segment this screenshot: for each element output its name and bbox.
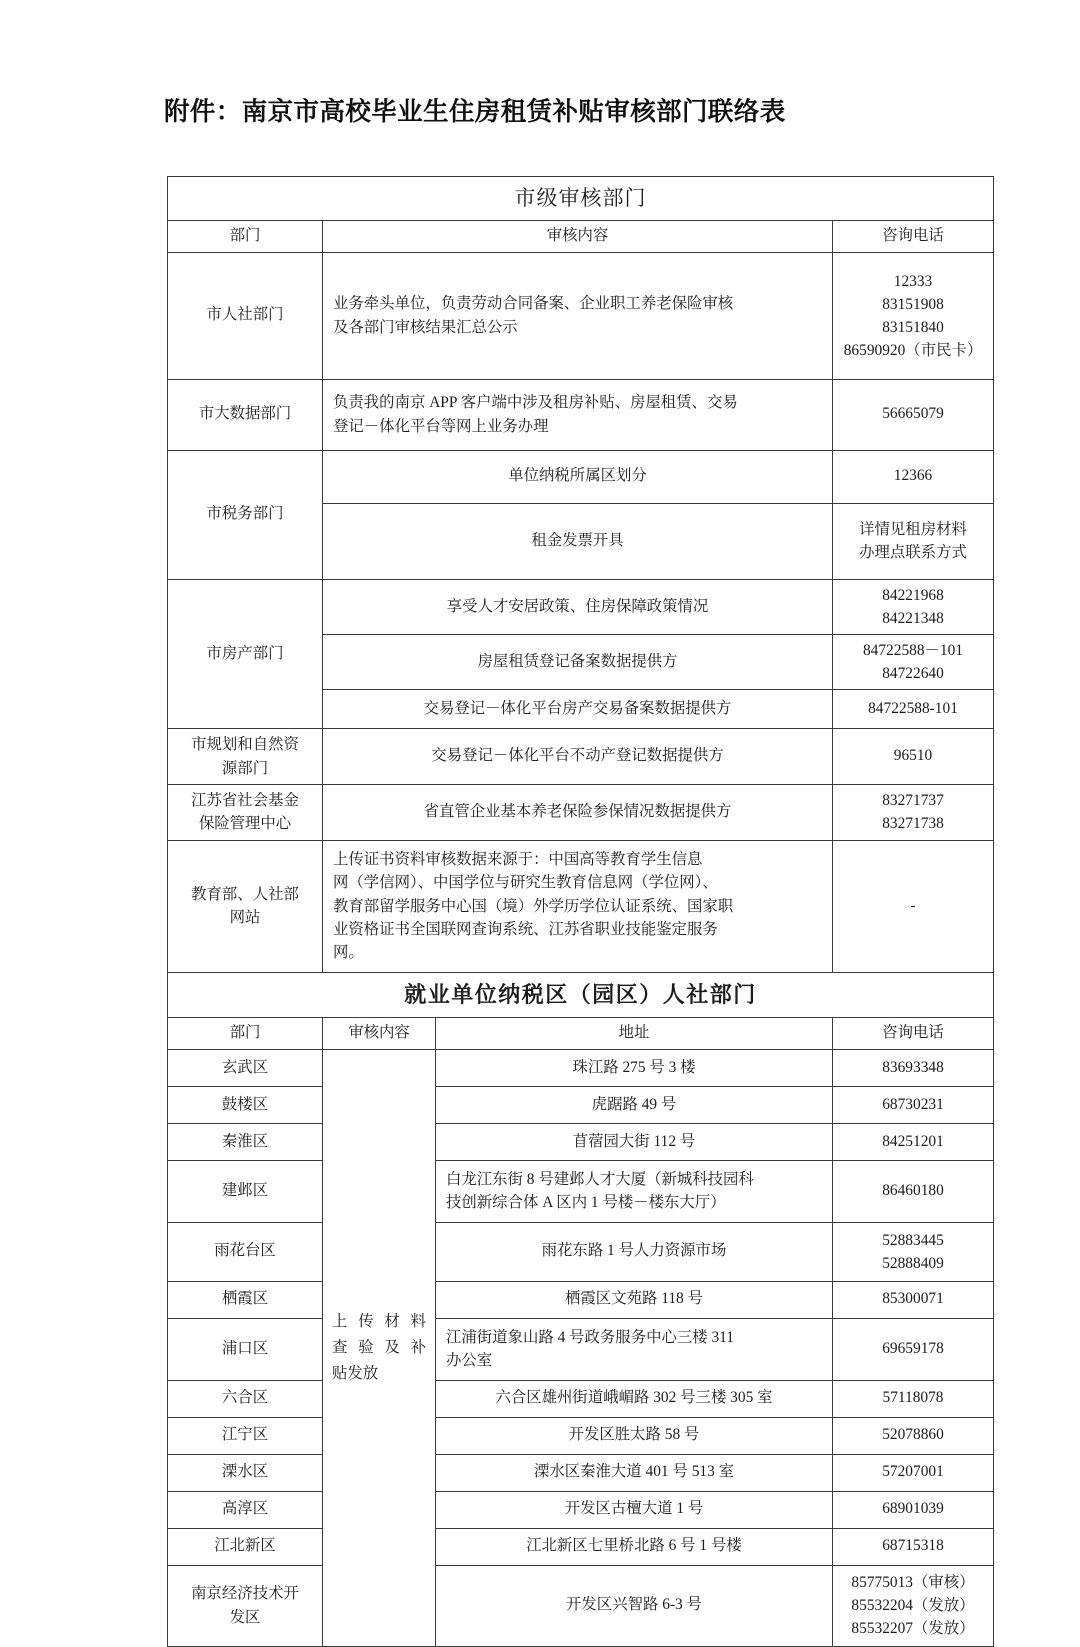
cell-review-content bbox=[323, 252, 833, 379]
cell-district: 玄武区 bbox=[168, 1049, 323, 1086]
cell-phone: 68901039 bbox=[833, 1491, 994, 1528]
phone-number: 84722640 bbox=[882, 665, 944, 683]
header-review-content: 审核内容 bbox=[323, 221, 833, 253]
cell-address: 栖霞区文苑路 118 号 bbox=[436, 1281, 833, 1318]
cell-district: 雨花台区 bbox=[168, 1222, 323, 1281]
cell-phone: - bbox=[833, 840, 994, 972]
section-header-row bbox=[168, 972, 994, 1017]
cell-address bbox=[436, 1160, 833, 1222]
address-line: 白龙江东街 8 号建邺人才大厦（新城科技园科 bbox=[446, 1170, 754, 1188]
header-phone: 咨询电话 bbox=[833, 1018, 994, 1050]
phone-number: 84221968 bbox=[882, 586, 944, 604]
department-line: 保险管理中心 bbox=[198, 815, 292, 833]
cell-district: 浦口区 bbox=[168, 1318, 323, 1380]
table-row bbox=[168, 785, 994, 841]
content-line: 教育部留学服务中心国（境）外学历学位认证系统、国家职 bbox=[333, 897, 734, 915]
cell-review-content: 交易登记－体化平台房产交易备案数据提供方 bbox=[323, 690, 833, 729]
cell-phone: 68730231 bbox=[833, 1086, 994, 1123]
content-line: 网。 bbox=[333, 944, 364, 962]
cell-phone bbox=[833, 1565, 994, 1646]
city-section-title: 市级审核部门 bbox=[168, 177, 994, 221]
phone-number: 84722588－101 bbox=[862, 641, 964, 659]
cell-address: 开发区古檀大道 1 号 bbox=[436, 1491, 833, 1528]
cell-district: 栖霞区 bbox=[168, 1281, 323, 1318]
cell-address: 江北新区七里桥北路 6 号 1 号楼 bbox=[436, 1528, 833, 1565]
cell-department: 市房产部门 bbox=[168, 579, 323, 728]
cell-phone: 68715318 bbox=[833, 1528, 994, 1565]
address-line: 办公室 bbox=[446, 1352, 493, 1370]
section-header-row bbox=[168, 177, 994, 221]
contact-table-wrapper bbox=[167, 176, 993, 1647]
header-review-content: 审核内容 bbox=[323, 1018, 436, 1050]
department-line: 江苏省社会基金 bbox=[191, 792, 299, 810]
cell-phone: 56665079 bbox=[833, 379, 994, 450]
page-title: 附件：南京市高校毕业生住房租赁补贴审核部门联络表 bbox=[164, 98, 786, 126]
cell-phone: 57118078 bbox=[833, 1380, 994, 1417]
phone-number: 12333 bbox=[893, 272, 933, 290]
cell-phone: 84722588-101 bbox=[833, 690, 994, 729]
header-address: 地址 bbox=[436, 1018, 833, 1050]
table-row bbox=[168, 1417, 994, 1454]
cell-review-content bbox=[323, 840, 833, 972]
cell-department bbox=[168, 785, 323, 841]
address-line: 江浦街道象山路 4 号政务服务中心三楼 311 bbox=[446, 1328, 735, 1346]
content-line: 上传证书资料审核数据来源于：中国高等教育学生信息 bbox=[333, 850, 703, 868]
cell-phone bbox=[833, 1222, 994, 1281]
cell-department: 市大数据部门 bbox=[168, 379, 323, 450]
cell-district: 江宁区 bbox=[168, 1417, 323, 1454]
cell-address: 珠江路 275 号 3 楼 bbox=[436, 1049, 833, 1086]
cell-address: 六合区雄州街道峨嵋路 302 号三楼 305 室 bbox=[436, 1380, 833, 1417]
cell-phone: 52078860 bbox=[833, 1417, 994, 1454]
cell-department: 市税务部门 bbox=[168, 450, 323, 579]
cell-district: 六合区 bbox=[168, 1380, 323, 1417]
table-row bbox=[168, 1565, 994, 1646]
phone-number: 83151908 bbox=[882, 295, 944, 313]
cell-address: 苜蓿园大街 112 号 bbox=[436, 1123, 833, 1160]
content-line: 负责我的南京 APP 客户端中涉及租房补贴、房屋租赁、交易 bbox=[333, 394, 738, 412]
table-header-row bbox=[168, 221, 994, 253]
table-row bbox=[168, 450, 994, 503]
cell-review-content: 交易登记－体化平台不动产登记数据提供方 bbox=[323, 729, 833, 785]
cell-department bbox=[168, 840, 323, 972]
phone-number: 85775013（审核） bbox=[851, 1573, 975, 1591]
cell-phone: 69659178 bbox=[833, 1318, 994, 1380]
header-department: 部门 bbox=[168, 1018, 323, 1050]
cell-address: 开发区胜太路 58 号 bbox=[436, 1417, 833, 1454]
cell-address: 虎踞路 49 号 bbox=[436, 1086, 833, 1123]
content-line: 上传材料 bbox=[332, 1312, 426, 1330]
district-section-title: 就业单位纳税区（园区）人社部门 bbox=[168, 972, 994, 1017]
cell-department bbox=[168, 729, 323, 785]
cell-district: 江北新区 bbox=[168, 1528, 323, 1565]
table-row bbox=[168, 1491, 994, 1528]
cell-phone: 96510 bbox=[833, 729, 994, 785]
content-line: 业务牵头单位，负责劳动合同备案、企业职工养老保险审核 bbox=[333, 295, 734, 313]
cell-district: 鼓楼区 bbox=[168, 1086, 323, 1123]
cell-review-content bbox=[323, 379, 833, 450]
content-line: 网（学信网）、中国学位与研究生教育信息网（学位网）、 bbox=[333, 874, 718, 892]
table-row bbox=[168, 379, 994, 450]
cell-phone: 57207001 bbox=[833, 1454, 994, 1491]
table-row bbox=[168, 1281, 994, 1318]
cell-address: 雨花东路 1 号人力资源市场 bbox=[436, 1222, 833, 1281]
content-line: 业资格证书全国联网查询系统、江苏省职业技能鉴定服务 bbox=[333, 921, 718, 939]
cell-review-content bbox=[323, 1049, 436, 1646]
cell-review-content: 房屋租赁登记备案数据提供方 bbox=[323, 634, 833, 689]
cell-phone: 83693348 bbox=[833, 1049, 994, 1086]
cell-phone bbox=[833, 785, 994, 841]
phone-number: 83271737 bbox=[882, 792, 944, 810]
cell-district: 高淳区 bbox=[168, 1491, 323, 1528]
cell-phone bbox=[833, 252, 994, 379]
district-line: 发区 bbox=[229, 1608, 261, 1626]
phone-number: 52883445 bbox=[882, 1231, 944, 1249]
table-row bbox=[168, 1454, 994, 1491]
cell-review-content: 租金发票开具 bbox=[323, 503, 833, 579]
table-row bbox=[168, 729, 994, 785]
phone-number: 85532207（发放） bbox=[851, 1620, 975, 1638]
cell-address: 开发区兴智路 6-3 号 bbox=[436, 1565, 833, 1646]
phone-number: 84221348 bbox=[882, 609, 944, 627]
table-row bbox=[168, 579, 994, 634]
table-row bbox=[168, 840, 994, 972]
table-row bbox=[168, 1380, 994, 1417]
cell-district: 秦淮区 bbox=[168, 1123, 323, 1160]
content-line: 查验及补 bbox=[332, 1338, 426, 1356]
cell-district: 建邺区 bbox=[168, 1160, 323, 1222]
content-line: 登记－体化平台等网上业务办理 bbox=[333, 417, 549, 435]
phone-number: 83151840 bbox=[882, 318, 944, 336]
phone-note: 详情见租房材料 bbox=[859, 521, 967, 539]
cell-address: 溧水区秦淮大道 401 号 513 室 bbox=[436, 1454, 833, 1491]
cell-review-content: 享受人才安居政策、住房保障政策情况 bbox=[323, 579, 833, 634]
content-line: 及各部门审核结果汇总公示 bbox=[333, 318, 518, 336]
header-department: 部门 bbox=[168, 221, 323, 253]
cell-phone bbox=[833, 503, 994, 579]
table-header-row bbox=[168, 1018, 994, 1050]
table-row bbox=[168, 252, 994, 379]
table-row bbox=[168, 1222, 994, 1281]
cell-district: 溧水区 bbox=[168, 1454, 323, 1491]
table-row bbox=[168, 1528, 994, 1565]
contact-table bbox=[167, 176, 994, 1647]
department-line: 网站 bbox=[229, 909, 261, 927]
content-line: 贴发放 bbox=[332, 1364, 379, 1382]
cell-address bbox=[436, 1318, 833, 1380]
cell-phone: 85300071 bbox=[833, 1281, 994, 1318]
phone-number: 86590920（市民卡） bbox=[843, 341, 983, 359]
table-row bbox=[168, 1160, 994, 1222]
cell-phone bbox=[833, 579, 994, 634]
cell-phone: 84251201 bbox=[833, 1123, 994, 1160]
department-line: 教育部、人社部 bbox=[191, 885, 299, 903]
phone-number: 83271738 bbox=[882, 815, 944, 833]
table-row bbox=[168, 1123, 994, 1160]
table-row bbox=[168, 1318, 994, 1380]
table-row bbox=[168, 1049, 994, 1086]
cell-phone bbox=[833, 634, 994, 689]
cell-department: 市人社部门 bbox=[168, 252, 323, 379]
address-line: 技创新综合体 A 区内 1 号楼－楼东大厅） bbox=[446, 1194, 726, 1212]
district-line: 南京经济技术开 bbox=[191, 1585, 299, 1603]
cell-review-content: 省直管企业基本养老保险参保情况数据提供方 bbox=[323, 785, 833, 841]
department-line: 源部门 bbox=[221, 759, 269, 777]
department-line: 市规划和自然资 bbox=[191, 736, 299, 754]
phone-note: 办理点联系方式 bbox=[859, 544, 967, 562]
cell-district bbox=[168, 1565, 323, 1646]
cell-phone: 86460180 bbox=[833, 1160, 994, 1222]
cell-phone: 12366 bbox=[833, 450, 994, 503]
cell-review-content: 单位纳税所属区划分 bbox=[323, 450, 833, 503]
table-row bbox=[168, 1086, 994, 1123]
phone-number: 85532204（发放） bbox=[851, 1597, 975, 1615]
header-phone: 咨询电话 bbox=[833, 221, 994, 253]
phone-number: 52888409 bbox=[882, 1254, 944, 1272]
